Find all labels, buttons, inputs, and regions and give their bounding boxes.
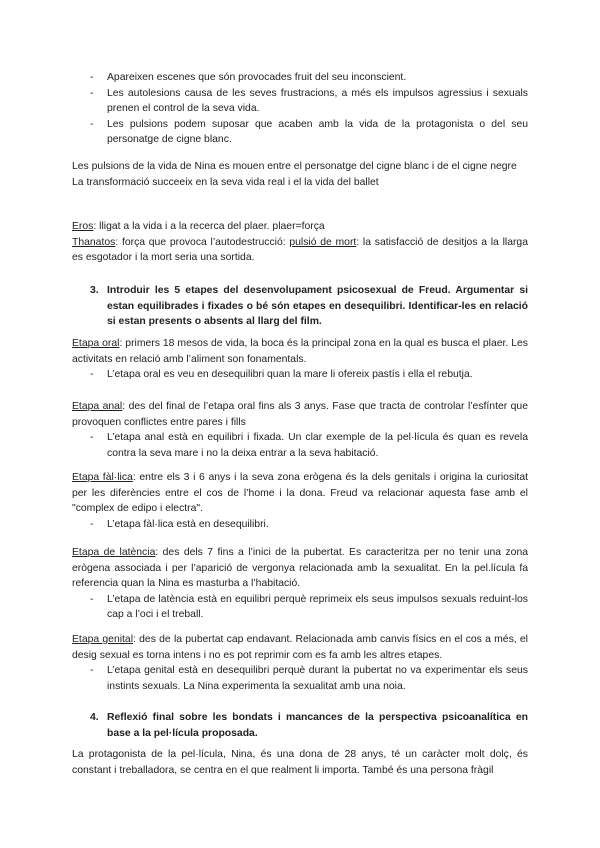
etapa-latencia-block: Etapa de latència: des dels 7 fins a l’inici de la pubertat. Es caracteritza per no tenir una zona erògena associada i per l’aparició de vergonya relacionada amb la sexualitat. En la pel.lícula fa referencia quan la Nina es masturba a l’habitació. - L’etapa de latència està en equilibri perquè reprimeix els seus impulsos sexuals reduint-los cap a l’oci i el treball.	[72, 545, 528, 623]
final-paragraph: La protagonista de la pel·lícula, Nina, és una dona de 28 anys, té un caràcter molt dolç, és constant i treballadora, se centra en el que realment li importa. També és una persona fràgil	[72, 749, 528, 776]
dash-marker: -	[90, 72, 94, 83]
etapa-anal-term: Etapa anal	[72, 401, 123, 412]
dash-marker: -	[90, 432, 94, 444]
etapa-fallica-block: Etapa fàl·lica: entre els 3 i 6 anys i la seva zona erògena és la dels genitals i origina la curiositat per les diferències entre el cos de l’home i la dona. Freud va relacionar aquesta fase amb el "complex de edipo i electra". - L’etapa fàl·lica està en desequilibri.	[72, 470, 528, 532]
dash-marker: -	[90, 369, 94, 381]
dash-marker: -	[90, 665, 94, 677]
dash-marker: -	[90, 518, 94, 530]
eros-term: Eros	[72, 221, 94, 232]
list-item: - L’etapa anal està en equilibri i fixada. Un clar exemple de la pel·lícula és quan es revela contra la seva mare i no la deixa entrar a la seva habitació.	[90, 432, 528, 459]
list-item: - L’etapa genital està en desequilibri perquè durant la pubertat no va experimentar els seus instints sexuals. La Nina experimenta la sexualitat amb una noia.	[90, 665, 528, 692]
dash-marker: -	[90, 118, 94, 130]
list-item: - L’etapa fàl·lica està en desequilibri.	[72, 517, 528, 533]
list-item: - Les autolesions causa de les seves frustracions, a més els impulsos agressius i sexuals prenen el control de la seva vida.	[90, 87, 528, 115]
etapa-oral-term: Etapa oral	[72, 338, 120, 349]
pulsions-paragraph: Les pulsions de la vida de Nina es mouen entre el personatge del cigne blanc i de el cigne negre La transformació succeeix en la seva vida real i el la vida del ballet	[72, 161, 517, 188]
section-4-heading: 4. Reflexió final sobre les bondats i mancances de la perspectiva psicoanalítica en base a la pel·lícula proposada.	[90, 712, 528, 739]
list-item: - Apareixen escenes que són provocades fruit del seu inconscient.	[72, 70, 528, 86]
dash-marker: -	[90, 87, 94, 99]
etapa-genital-block: Etapa genital: des de la pubertat cap endavant. Relacionada amb canvis físics en el cos a més, el desig sexual es torna intens i no es pot reprimir com es fa amb les altres etapes. - L’etapa genital està en desequilibri perquè durant la pubertat no va experimentar els seus instints sexuals. La Nina experimenta la sexualitat amb una noia.	[72, 632, 528, 694]
list-item: - L’etapa oral es veu en desequilibri quan la mare li ofereix pastís i ella el rebutja.	[72, 367, 528, 383]
etapa-genital-term: Etapa genital	[72, 634, 134, 645]
definitions-paragraph: Eros: lligat a la vida i a la recerca del plaer. plaer=força Thanatos: força que provoca l’autodestrucció: pulsió de mort: la satisfacció de desitjos a la llarga es esgotador i la mort seria una sortida.	[72, 221, 528, 264]
thanatos-term: Thanatos	[72, 236, 116, 248]
list-item: - L’etapa de latència està en equilibri perquè reprimeix els seus impulsos sexuals reduint-los cap a l’oci i el treball.	[90, 593, 528, 621]
intro-bullet-list	[72, 70, 528, 148]
etapa-fallica-term: Etapa fàl·lica	[72, 472, 133, 483]
list-item: - Les pulsions podem suposar que acaben amb la vida de la protagonista o del seu personatge de cigne blanc.	[90, 118, 528, 146]
pulsio-de-mort-term: pulsió de mort	[289, 236, 357, 248]
etapa-anal-block: Etapa anal: des del final de l’etapa oral fins als 3 anys. Fase que tracta de controlar l’esfínter que provoquen conflictes entre pares i fills - L’etapa anal està en equilibri i fixada. Un clar exemple de la pel·lícula és quan es revela contra la seva mare i no la deixa entrar a la seva habitació.	[72, 399, 528, 461]
section-3-heading: 3. Introduir les 5 etapes del desenvolupament psicosexual de Freud. Argumentar si estan equilibrades i fixades o bé són etapes en desequilibri. Identificar-les en relació si estan presents o absents al llarg del film.	[90, 285, 528, 328]
etapa-oral-block: Etapa oral: primers 18 mesos de vida, la boca és la principal zona en la qual es busca el plaer. Les activitats en relació amb l’aliment son fonamentals. - L’etapa oral es veu en desequilibri quan la mare li ofereix pastís i ella el rebutja.	[72, 336, 528, 383]
etapa-latencia-term: Etapa de latència	[72, 547, 156, 558]
dash-marker: -	[90, 593, 94, 605]
